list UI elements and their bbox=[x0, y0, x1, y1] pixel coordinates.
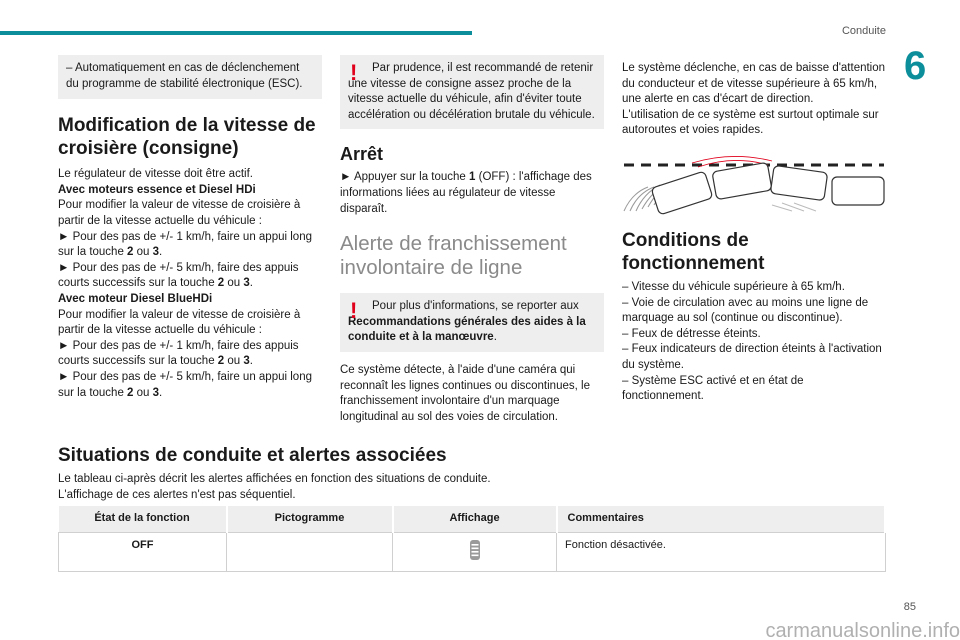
paragraph: L'affichage de ces alertes n'est pas séquentiel. bbox=[58, 488, 296, 501]
paragraph: Pour modifier la valeur de vitesse de croisière à partir de la vitesse actuelle du véhicule : bbox=[58, 199, 301, 227]
cruise-speed-body bbox=[58, 167, 322, 401]
pictogram-cell bbox=[227, 532, 393, 572]
page-number: 85 bbox=[903, 601, 916, 613]
alerts-table bbox=[58, 506, 886, 572]
column-3 bbox=[622, 55, 888, 405]
column-header: Commentaires bbox=[557, 506, 886, 532]
list-item: – Système ESC activé et en état de fonctionnement. bbox=[622, 374, 804, 403]
car-drift-illustration bbox=[622, 153, 888, 215]
instruction-step: ► Pour des pas de +/- 1 km/h, faire des appuis courts successifs sur la touche 2 ou 3. bbox=[58, 339, 299, 368]
paragraph: Le système déclenche, en cas de baisse d'attention du conducteur et de vitesse supérieure à 65 km/h, une alerte en cas d'écart de direction. bbox=[622, 62, 886, 106]
column-header: Pictogramme bbox=[227, 506, 393, 532]
diesel-heading: Avec moteur Diesel BlueHDi bbox=[58, 292, 213, 305]
column-1 bbox=[58, 55, 322, 401]
conditions-list bbox=[622, 280, 888, 405]
paragraph: L'utilisation de ce système est surtout optimale sur autoroutes et voies rapides. bbox=[622, 108, 879, 137]
lane-departure-illustration bbox=[622, 153, 888, 215]
top-accent-bar bbox=[0, 31, 472, 35]
lane-description: Ce système détecte, à l'aide d'une caméra qui reconnaît les lignes continues ou discontinues, le franchissement involontaire d'un marquage longitudinal au sol des voies de circulation. bbox=[340, 363, 590, 423]
list-item: – Feux de détresse éteints. bbox=[622, 327, 761, 340]
esc-note: – Automatiquement en cas de déclenchement du programme de stabilité électronique (ESC). bbox=[58, 55, 322, 99]
warning-text: Pour plus d'informations, se reporter aux Recommandations générales des aides à la conduite et à la manœuvre. bbox=[348, 300, 586, 344]
instruction-step: ► Pour des pas de +/- 5 km/h, faire un appui long sur la touche 2 ou 3. bbox=[58, 370, 312, 399]
column-header: État de la fonction bbox=[59, 506, 227, 532]
lane-off-icon bbox=[468, 539, 482, 561]
paragraph: Le régulateur de vitesse doit être actif. bbox=[58, 168, 253, 181]
chapter-number: 6 bbox=[904, 44, 927, 88]
list-item: – Vitesse du véhicule supérieure à 65 km/h. bbox=[622, 280, 845, 293]
section-title: Conduite bbox=[841, 25, 886, 37]
instruction-step: ► Pour des pas de +/- 1 km/h, faire un appui long sur la touche 2 ou 3. bbox=[58, 230, 312, 259]
warning-text: Par prudence, il est recommandé de retenir une vitesse de consigne assez proche de la vitesse actuelle du véhicule, afin d'éviter toute accélération ou décélération brutale du véhicule. bbox=[348, 62, 595, 121]
paragraph: Pour modifier la valeur de vitesse de croisière à partir de la vitesse actuelle du véhicule : bbox=[58, 308, 301, 337]
stop-title: Arrêt bbox=[340, 144, 384, 165]
instruction-step: ► Pour des pas de +/- 5 km/h, faire des appuis courts successifs sur la touche 2 ou 3. bbox=[58, 261, 299, 290]
warning-icon: ! bbox=[350, 60, 358, 85]
cruise-speed-title: Modification de la vitesse de croisière (consigne) bbox=[58, 115, 316, 160]
lane-system-intro bbox=[622, 55, 888, 139]
comment-cell: Fonction désactivée. bbox=[557, 532, 886, 572]
prudence-warning bbox=[340, 55, 604, 129]
paragraph: Le tableau ci-après décrit les alertes affichées en fonction des situations de conduite. bbox=[58, 473, 491, 485]
situations-title: Situations de conduite et alertes associées bbox=[58, 445, 447, 466]
table-row bbox=[59, 532, 886, 572]
display-cell bbox=[393, 532, 557, 572]
list-item: – Feux indicateurs de direction éteints à l'activation du système. bbox=[622, 343, 882, 371]
column-header: Affichage bbox=[393, 506, 557, 532]
stop-instruction: ► Appuyer sur la touche 1 (OFF) : l'affichage des informations liées au régulateur de vitesse disparaît. bbox=[340, 171, 592, 215]
state-cell: OFF bbox=[59, 532, 227, 572]
list-item: – Voie de circulation avec au moins une ligne de marquage au sol (continue ou discontinue). bbox=[622, 296, 869, 325]
situations-section bbox=[58, 444, 888, 503]
warning-icon: ! bbox=[350, 298, 358, 324]
column-2 bbox=[340, 55, 604, 425]
info-warning bbox=[340, 293, 604, 352]
petrol-heading: Avec moteurs essence et Diesel HDi bbox=[58, 183, 256, 196]
lane-departure-title: Alerte de franchissement involontaire de ligne bbox=[340, 232, 567, 280]
watermark: carmanualsonline.info bbox=[765, 620, 960, 640]
table-header-row bbox=[59, 506, 886, 532]
conditions-title: Conditions de fonctionnement bbox=[622, 229, 765, 274]
